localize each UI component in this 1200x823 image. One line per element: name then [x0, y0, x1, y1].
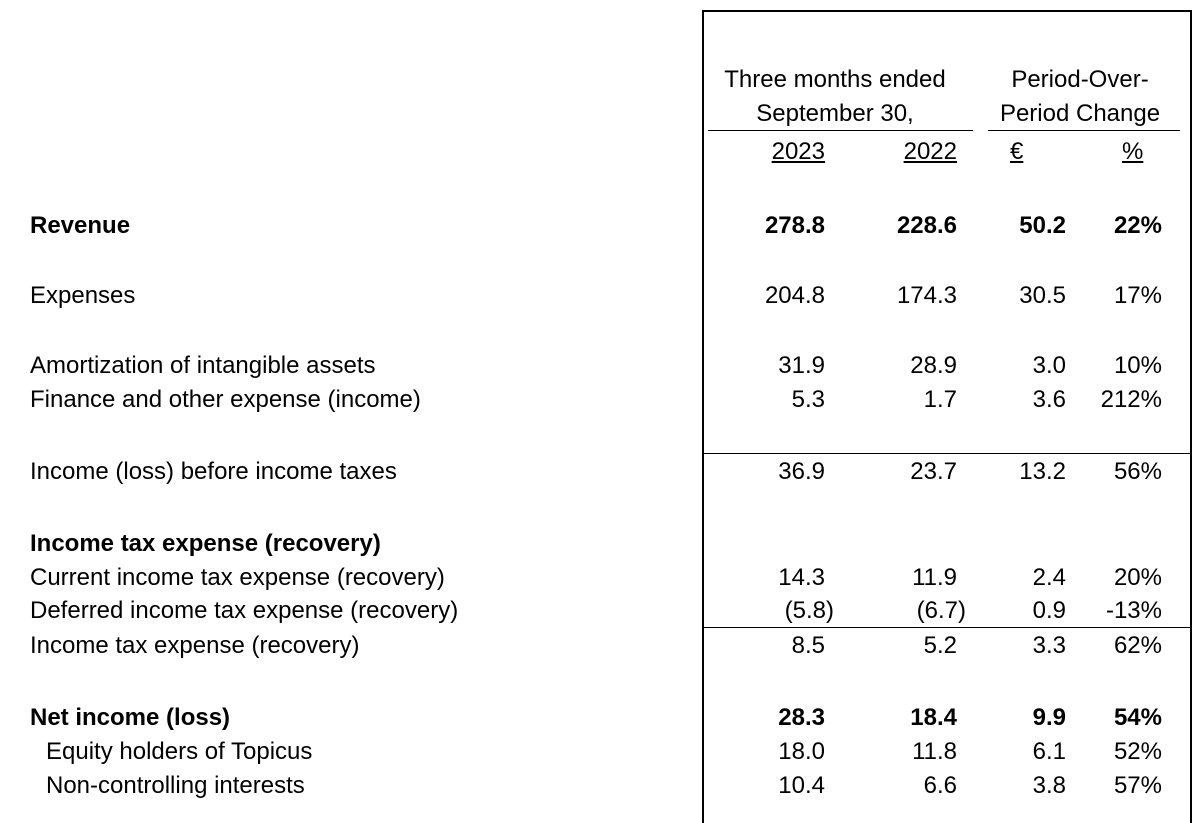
header-three-months: Three months ended	[724, 66, 946, 93]
cell-deferred-tax-eur: 0.9	[1032, 597, 1066, 624]
col-header-2022: 2022	[903, 138, 957, 165]
cell-finance-2022: 1.7	[923, 386, 957, 413]
cell-income-tax-total-2022: 5.2	[923, 632, 957, 659]
cell-income-tax-total-eur: 3.3	[1032, 632, 1066, 659]
header-september: September 30,	[756, 100, 914, 127]
cell-income-before-taxes-pct: 56%	[1113, 458, 1162, 485]
cell-amortization-eur: 3.0	[1032, 352, 1066, 379]
cell-income-tax-total-pct: 62%	[1113, 632, 1162, 659]
row-label-revenue: Revenue	[30, 212, 131, 239]
row-label-income-before-taxes: Income (loss) before income taxes	[30, 458, 397, 485]
cell-equity-holders-pct: 52%	[1113, 738, 1162, 765]
cell-revenue-pct: 22%	[1113, 212, 1162, 239]
cell-expenses-pct: 17%	[1113, 282, 1162, 309]
cell-non-controlling-pct: 57%	[1113, 772, 1162, 799]
subtotal-line-income-before-tax	[702, 453, 1192, 454]
cell-finance-eur: 3.6	[1032, 386, 1066, 413]
cell-net-income-eur: 9.9	[1032, 704, 1066, 731]
cell-amortization-2022: 28.9	[910, 352, 957, 379]
cell-expenses-2023: 204.8	[764, 282, 825, 309]
cell-finance-pct: 212%	[1100, 386, 1162, 413]
header-period-over: Period-Over-	[1011, 66, 1149, 93]
row-label-non-controlling: Non-controlling interests	[46, 772, 305, 799]
cell-expenses-eur: 30.5	[1019, 282, 1066, 309]
cell-net-income-2022: 18.4	[910, 704, 957, 731]
cell-revenue-2022: 228.6	[896, 212, 957, 239]
cell-current-tax-2023: 14.3	[778, 564, 825, 591]
header-divider-right	[988, 130, 1180, 131]
cell-deferred-tax-pct: -13%	[1105, 597, 1162, 624]
cell-finance-2023: 5.3	[791, 386, 825, 413]
row-label-amortization: Amortization of intangible assets	[30, 352, 376, 379]
header-period-change: Period Change	[999, 100, 1161, 127]
cell-net-income-2023: 28.3	[778, 704, 825, 731]
cell-revenue-2023: 278.8	[764, 212, 825, 239]
cell-income-before-taxes-eur: 13.2	[1019, 458, 1066, 485]
cell-equity-holders-2022: 11.8	[912, 738, 957, 765]
cell-income-before-taxes-2023: 36.9	[778, 458, 825, 485]
col-header-2023: 2023	[771, 138, 825, 165]
cell-net-income-pct: 54%	[1113, 704, 1162, 731]
row-label-expenses: Expenses	[30, 282, 136, 309]
table-frame	[702, 10, 1192, 823]
row-label-income-tax-total: Income tax expense (recovery)	[30, 632, 360, 659]
row-label-income-tax-section: Income tax expense (recovery)	[30, 530, 381, 557]
cell-amortization-pct: 10%	[1113, 352, 1162, 379]
cell-deferred-tax-2022: (6.7)	[916, 597, 966, 624]
cell-current-tax-2022: 11.9	[912, 564, 957, 591]
cell-expenses-2022: 174.3	[896, 282, 957, 309]
cell-revenue-eur: 50.2	[1019, 212, 1066, 239]
cell-equity-holders-eur: 6.1	[1032, 738, 1066, 765]
cell-amortization-2023: 31.9	[778, 352, 825, 379]
cell-income-tax-total-2023: 8.5	[791, 632, 825, 659]
cell-non-controlling-2023: 10.4	[778, 772, 825, 799]
cell-current-tax-pct: 20%	[1113, 564, 1162, 591]
row-label-deferred-tax: Deferred income tax expense (recovery)	[30, 597, 459, 624]
cell-equity-holders-2023: 18.0	[778, 738, 825, 765]
cell-current-tax-eur: 2.4	[1032, 564, 1066, 591]
row-label-net-income: Net income (loss)	[30, 704, 231, 731]
row-label-finance: Finance and other expense (income)	[30, 386, 421, 413]
cell-income-before-taxes-2022: 23.7	[910, 458, 957, 485]
cell-non-controlling-eur: 3.8	[1032, 772, 1066, 799]
row-label-equity-holders: Equity holders of Topicus	[46, 738, 313, 765]
col-header-eur: €	[1010, 138, 1024, 165]
subtotal-line-income-tax	[702, 627, 1192, 628]
header-divider-left	[708, 130, 973, 131]
col-header-pct: %	[1122, 138, 1144, 165]
row-label-current-tax: Current income tax expense (recovery)	[30, 564, 445, 591]
cell-deferred-tax-2023: (5.8)	[784, 597, 834, 624]
cell-non-controlling-2022: 6.6	[923, 772, 957, 799]
